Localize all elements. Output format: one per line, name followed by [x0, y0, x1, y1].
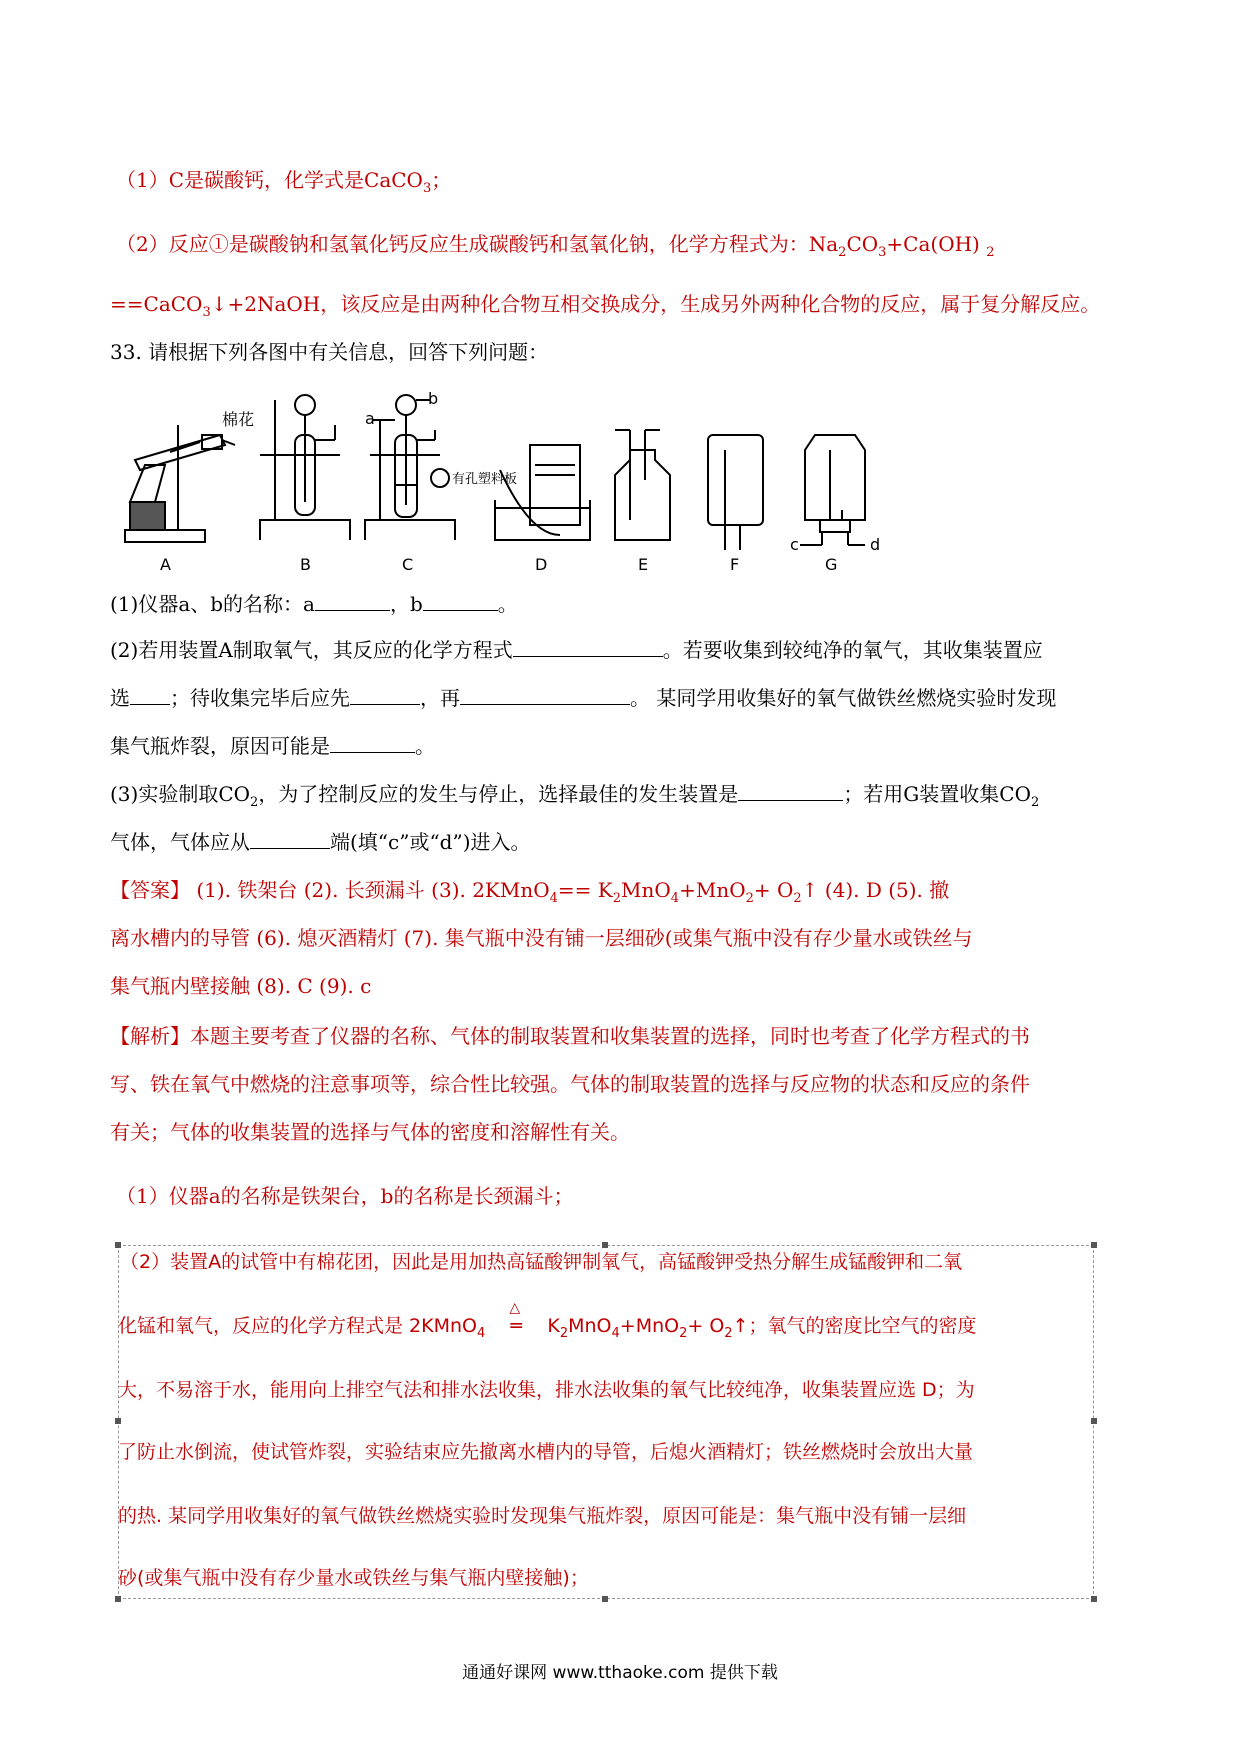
textbox-line-5: 的热. 某同学用收集好的氧气做铁丝燃烧实验时发现集气瓶炸裂，原因可能是：集气瓶中没有铺一层细: [118, 1505, 967, 1527]
text: + O: [687, 1315, 725, 1337]
blank: [130, 684, 170, 705]
blank: [250, 828, 330, 849]
subscript: 4: [476, 1325, 486, 1341]
subscript: 2: [250, 795, 259, 810]
heat-symbol: △: [509, 1300, 521, 1316]
resize-handle[interactable]: [1091, 1596, 1097, 1602]
subscript: 3: [422, 181, 432, 196]
question-1: [110, 590, 1240, 616]
text: （1）C是碳酸钙，化学式是CaCO: [116, 168, 423, 192]
resize-handle[interactable]: [602, 1596, 608, 1602]
subscript: 2: [724, 1325, 733, 1341]
text: 。: [415, 734, 435, 758]
selected-textbox[interactable]: [118, 1245, 1094, 1599]
label-d: d: [870, 535, 881, 554]
figure-label-b: B: [300, 555, 311, 574]
question-3-line-1: [110, 780, 1240, 815]
subscript: 4: [670, 891, 680, 906]
resize-handle[interactable]: [1091, 1418, 1097, 1424]
question-33-stem: 33. 请根据下列各图中有关信息，回答下列问题：: [110, 340, 549, 364]
blank: [350, 684, 420, 705]
subscript: 2: [679, 1325, 688, 1341]
cotton-label: 棉花: [222, 410, 255, 429]
apparatus-b: [260, 395, 350, 540]
apparatus-e: [615, 430, 670, 540]
plate-label: 有孔塑料板: [452, 472, 518, 487]
explanation-line-2: 写、铁在氧气中燃烧的注意事项等，综合性比较强。气体的制取装置的选择与反应物的状态和反应的条件: [110, 1072, 1030, 1096]
figure-label-a: A: [160, 555, 171, 574]
subscript: 3: [878, 245, 887, 260]
text: (2)若用装置A制取氧气，其反应的化学方程式: [110, 638, 513, 662]
resize-handle[interactable]: [602, 1242, 608, 1248]
resize-handle[interactable]: [115, 1418, 121, 1424]
answer-line-3: [110, 292, 1240, 325]
text: 端(填“c”或“d”)进入。: [330, 830, 531, 854]
label-c: c: [790, 535, 799, 554]
subscript: 2: [745, 891, 754, 906]
text: 【答案】 (1). 铁架台 (2). 长颈漏斗 (3). 2KMnO: [110, 878, 550, 902]
blank: [460, 684, 630, 705]
apparatus-figure: [110, 390, 970, 590]
text: 。 某同学用收集好的氧气做铁丝燃烧实验时发现: [630, 686, 1057, 710]
question-3-line-2: [110, 828, 1240, 854]
text: ；: [431, 168, 452, 192]
text: == K: [557, 878, 613, 902]
explanation-line-4: （1）仪器a的名称是铁架台，b的名称是长颈漏斗；: [116, 1184, 574, 1208]
text: + O: [753, 878, 794, 902]
text: 选: [110, 686, 130, 710]
answer-line-1: [116, 168, 1240, 201]
subscript: 2: [838, 245, 847, 260]
explanation-line-3: 有关；气体的收集装置的选择与气体的密度和溶解性有关。: [110, 1120, 630, 1144]
question-2-line-2: [110, 684, 1240, 710]
figure-label-c: C: [402, 555, 414, 574]
figure-label-g: G: [825, 555, 838, 574]
subscript: 2: [612, 891, 622, 906]
subscript: 3: [202, 305, 211, 320]
text: K: [547, 1315, 560, 1337]
apparatus-c: [365, 395, 455, 540]
apparatus-f: [708, 435, 763, 550]
text: （2）反应①是碳酸钠和氢氧化钙反应生成碳酸钙和氢氧化钠，化学方程式为：Na: [116, 232, 839, 256]
text: CO: [846, 232, 879, 256]
question-2-line-1: [110, 636, 1240, 662]
textbox-line-6: 砂(或集气瓶中没有存少量水或铁丝与集气瓶内壁接触)；: [118, 1567, 589, 1589]
text: ；待收集完毕后应先: [170, 686, 350, 710]
text: ↑；氧气的密度比空气的密度: [732, 1315, 977, 1337]
text: MnO: [568, 1315, 612, 1337]
figure-label-f: F: [730, 555, 740, 574]
resize-handle[interactable]: [115, 1596, 121, 1602]
text: ，b: [389, 592, 423, 616]
answer-line-3: 集气瓶内壁接触 (8). C (9). c: [110, 974, 372, 998]
text: MnO: [621, 878, 671, 902]
text: 。若要收集到较纯净的氧气，其收集装置应: [662, 638, 1043, 662]
subscript: 2: [1031, 795, 1040, 810]
text: ，为了控制反应的发生与停止，选择最佳的发生装置是: [258, 782, 739, 806]
text: 气体，气体应从: [110, 830, 250, 854]
text: ↓+2NaOH，该反应是由两种化合物互相交换成分，生成另外两种化合物的反应，属于复分解反应。: [210, 292, 1101, 316]
subscript: 2: [793, 891, 802, 906]
textbox-line-1: （2）装置A的试管中有棉花团，因此是用加热高锰酸钾制氧气，高锰酸钾受热分解生成锰酸钾和二氧: [120, 1251, 963, 1273]
text: ；若用G装置收集CO: [843, 782, 1031, 806]
text: +Ca(OH): [886, 232, 980, 256]
text: +MnO: [619, 1315, 680, 1337]
label-a: a: [365, 409, 375, 428]
subscript: 2: [986, 245, 995, 260]
text: 化锰和氧气，反应的化学方程式是 2KMnO: [118, 1315, 477, 1337]
subscript: 4: [611, 1325, 620, 1341]
figure-label-d: D: [535, 555, 548, 574]
answer-line-1: [110, 878, 1240, 911]
subscript: 4: [549, 891, 558, 906]
textbox-line-3: 大，不易溶于水，能用向上排空气法和排水法收集，排水法收集的氧气比较纯净，收集装置应选 D；为: [118, 1379, 975, 1401]
blank: [738, 780, 843, 801]
blank: [423, 590, 498, 611]
figure-label-e: E: [638, 555, 649, 574]
blank: [330, 732, 415, 753]
page-footer: 通通好课网 www.tthaoke.com 提供下载: [462, 1663, 778, 1683]
text: (1)仪器a、b的名称：a: [110, 592, 315, 616]
answer-line-2: 离水槽内的导管 (6). 熄灭酒精灯 (7). 集气瓶中没有铺一层细砂(或集气瓶中没有存少量水或铁丝与: [110, 926, 973, 950]
apparatus-a: [125, 425, 235, 542]
question-2-line-3: [110, 732, 1240, 758]
explanation-line-1: 【解析】本题主要考查了仪器的名称、气体的制取装置和收集装置的选择，同时也考查了化学方程式的书: [110, 1024, 1030, 1048]
text: ==CaCO: [110, 292, 203, 316]
heat-equals-sign: △ ═: [491, 1314, 541, 1338]
apparatus-d: [495, 445, 590, 540]
text: ，再: [420, 686, 460, 710]
blank: [315, 590, 390, 611]
subscript: 2: [559, 1325, 569, 1341]
resize-handle[interactable]: [1091, 1242, 1097, 1248]
answer-line-2: [116, 232, 1240, 265]
label-b: b: [428, 390, 439, 408]
text: 集气瓶炸裂，原因可能是: [110, 734, 330, 758]
blank: [513, 636, 663, 657]
textbox-line-4: 了防止水倒流，使试管炸裂，实验结束应先撤离水槽内的导管，后熄火酒精灯；铁丝燃烧时会放出大量: [118, 1441, 974, 1463]
text: (3)实验制取CO: [110, 782, 251, 806]
text: 。: [497, 592, 518, 616]
apparatus-g: [800, 435, 865, 545]
text: ↑ (4). D (5). 撤: [801, 878, 950, 902]
textbox-line-2: [118, 1300, 1240, 1346]
resize-handle[interactable]: [115, 1242, 121, 1248]
text: +MnO: [679, 878, 746, 902]
